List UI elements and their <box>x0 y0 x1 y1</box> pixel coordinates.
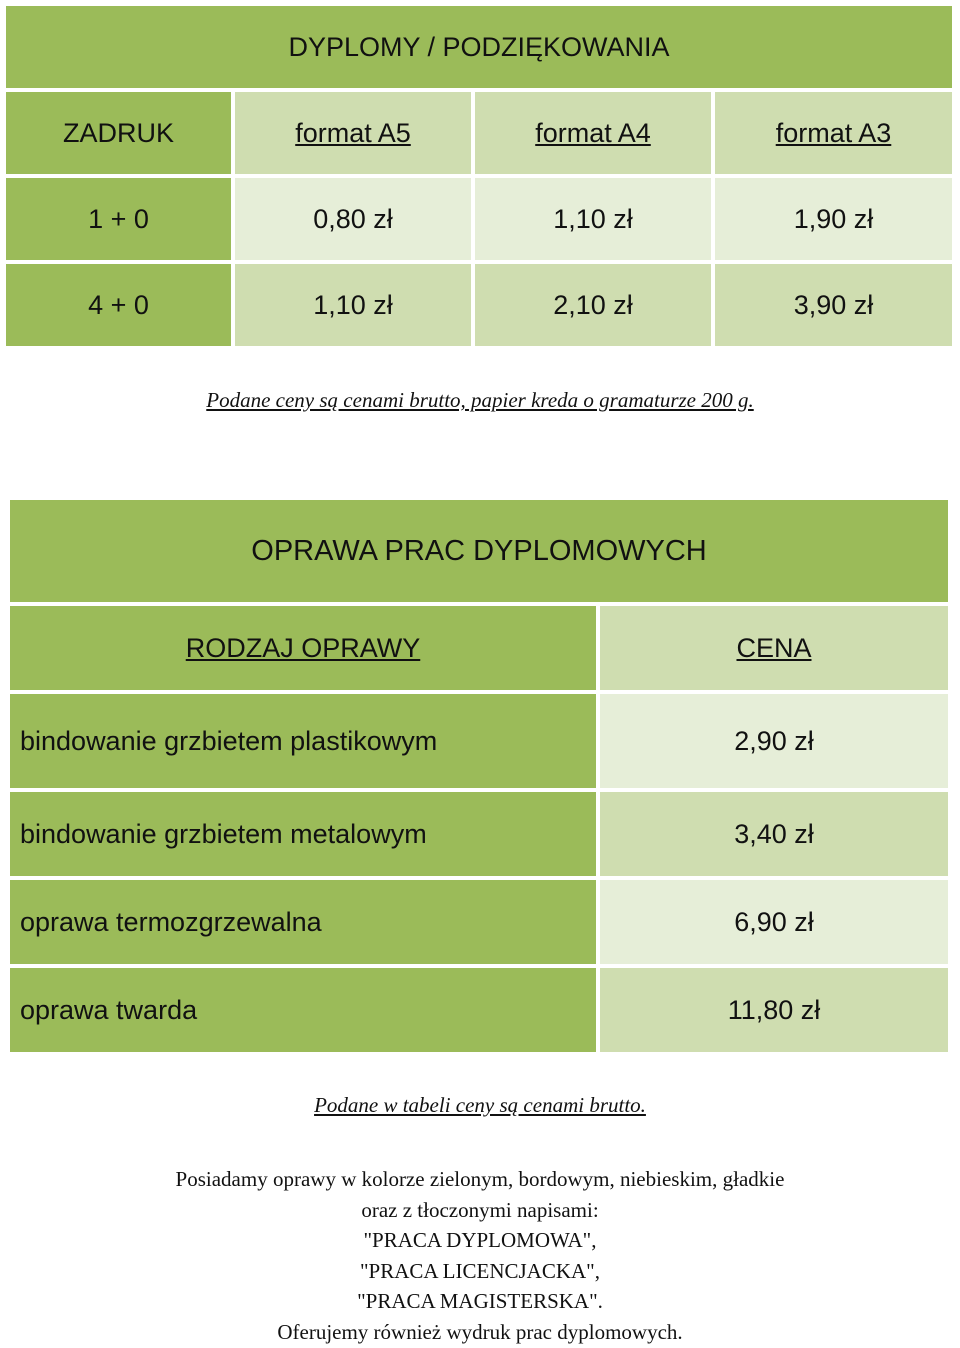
price-cell: 11,80 zł <box>598 966 950 1054</box>
header-price: CENA <box>598 604 950 692</box>
binding-header-row <box>8 604 950 692</box>
binding-type: oprawa termozgrzewalna <box>8 878 598 966</box>
binding-info-text <box>0 1164 960 1348</box>
info-line: "PRACA LICENCJACKA", <box>359 1258 600 1283</box>
binding-price-note: Podane w tabeli ceny są cenami brutto. <box>314 1093 646 1117</box>
print-type: 4 + 0 <box>4 262 233 348</box>
price-cell: 2,90 zł <box>598 692 950 790</box>
table-row <box>8 966 950 1054</box>
header-format-a3: format A3 <box>713 90 954 176</box>
binding-type: bindowanie grzbietem metalowym <box>8 790 598 878</box>
info-line: Oferujemy również wydruk prac dyplomowych. <box>277 1319 683 1344</box>
table-row <box>4 262 954 348</box>
binding-type: bindowanie grzbietem plastikowym <box>8 692 598 790</box>
print-type: 1 + 0 <box>4 176 233 262</box>
price-cell: 3,40 zł <box>598 790 950 878</box>
header-binding-type: RODZAJ OPRAWY <box>8 604 598 692</box>
binding-price-table <box>8 498 950 1054</box>
price-cell: 1,90 zł <box>713 176 954 262</box>
binding-table-title: OPRAWA PRAC DYPLOMOWYCH <box>8 498 950 604</box>
price-cell: 1,10 zł <box>473 176 713 262</box>
info-line: "PRACA DYPLOMOWA", <box>363 1228 597 1253</box>
header-format-a4: format A4 <box>473 90 713 176</box>
price-cell: 2,10 zł <box>473 262 713 348</box>
info-line: Posiadamy oprawy w kolorze zielonym, bordowym, niebieskim, gładkie <box>175 1167 785 1191</box>
diplomas-table-title: DYPLOMY / PODZIĘKOWANIA <box>4 4 954 90</box>
price-cell: 6,90 zł <box>598 878 950 966</box>
diplomas-price-table <box>4 4 954 348</box>
binding-type: oprawa twarda <box>8 966 598 1054</box>
info-line: "PRACA MAGISTERSKA". <box>357 1289 603 1314</box>
table-row <box>8 692 950 790</box>
table-row <box>4 176 954 262</box>
price-cell: 0,80 zł <box>233 176 473 262</box>
diplomas-price-note: Podane ceny są cenami brutto, papier kreda o gramaturze 200 g. <box>206 388 754 412</box>
price-cell: 3,90 zł <box>713 262 954 348</box>
header-format-a5: format A5 <box>233 90 473 176</box>
table-row <box>8 790 950 878</box>
diplomas-header-row <box>4 90 954 176</box>
header-print: ZADRUK <box>4 90 233 176</box>
info-line: oraz z tłoczonymi napisami: <box>361 1197 599 1222</box>
table-row <box>8 878 950 966</box>
price-cell: 1,10 zł <box>233 262 473 348</box>
